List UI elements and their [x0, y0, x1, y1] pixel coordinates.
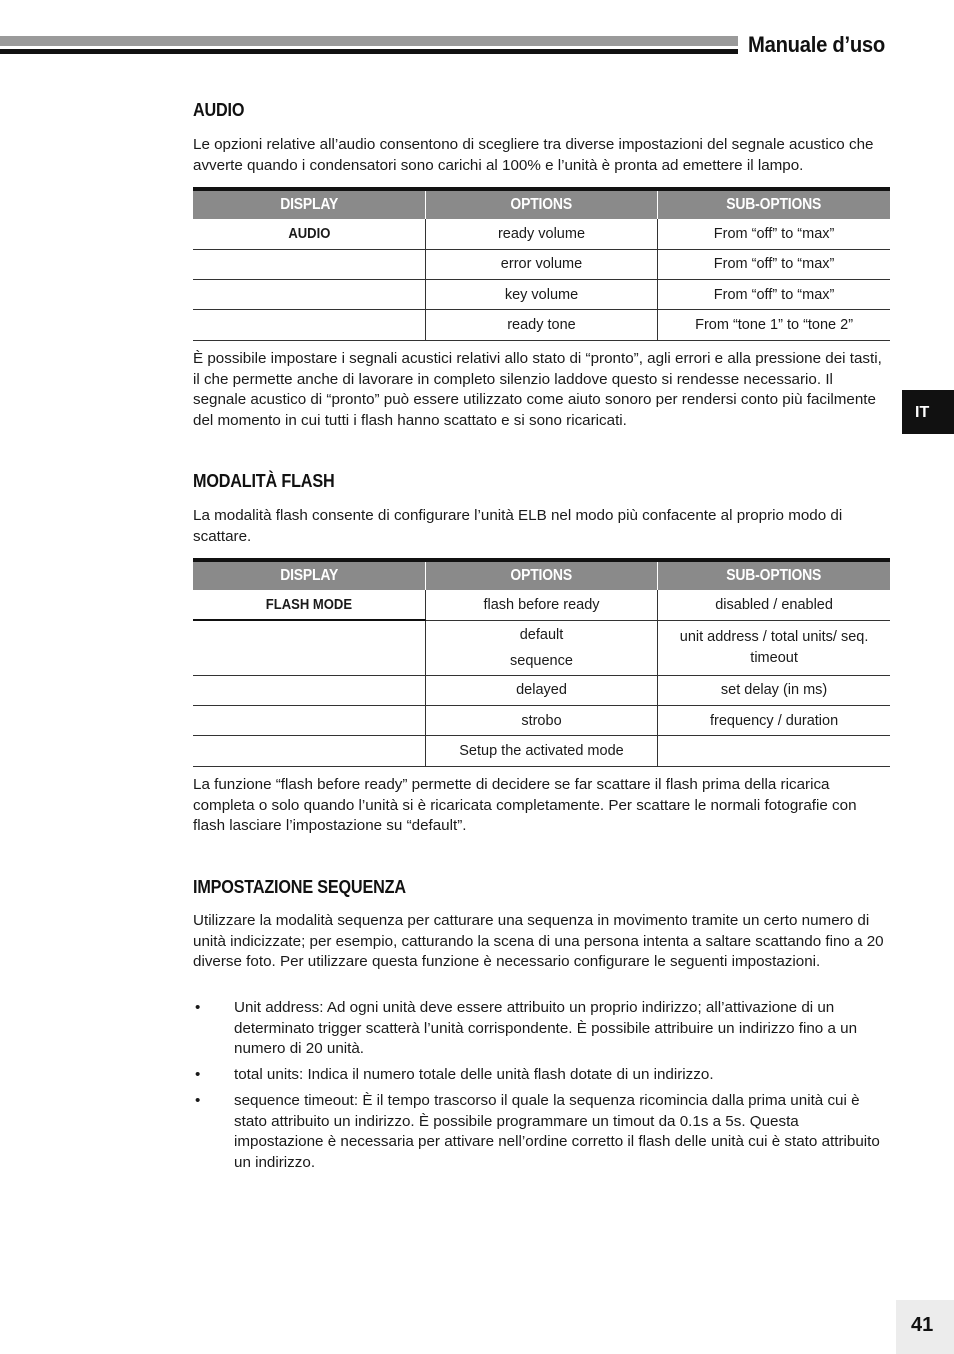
list-item: [193, 1065, 890, 1086]
table-cell-option: key volume: [425, 280, 657, 310]
flash-mode-table: [193, 558, 890, 767]
table-cell-sub-option: unit address / total units/ seq. timeout: [658, 620, 890, 675]
flash-mode-section-title: MODALITÀ FLASH: [193, 471, 335, 491]
table-cell-sub-option: frequency / duration: [658, 706, 890, 736]
table-cell-display: AUDIO: [193, 219, 425, 249]
flash-mode-intro: La modalità flash consente di configurare l’unità ELB nel modo più confacente al proprio modo di scattare.: [193, 507, 843, 545]
table-cell-display: [193, 310, 425, 340]
list-item: [193, 1091, 890, 1173]
table-row: [193, 249, 890, 279]
language-tab: IT: [902, 390, 954, 434]
audio-body: È possibile impostare i segnali acustici relativi allo stato di “pronto”, agli errori e alla pressione dei tasti, il che permette anche di lavorare in completo silenzio laddove questo si rendesse necessario. Il segnale acustico di “pronto” può essere utilizzato come aiuto sonoro per rendersi conto più facilmente del momento in cui tutti i flash hanno scattato e si sono ricaricati.: [193, 350, 882, 429]
table-cell-display: [193, 706, 425, 736]
table-row: [193, 590, 890, 620]
header-black-bar: [0, 49, 738, 54]
option-sequence: sequence: [510, 652, 573, 669]
header-title: Manuale d’uso: [748, 32, 885, 57]
table-cell-option: ready tone: [425, 310, 657, 340]
bullet-icon: •: [195, 999, 201, 1016]
table-cell-option: flash before ready: [425, 590, 657, 620]
table-header-row: [193, 560, 890, 590]
table-row: [193, 310, 890, 340]
table-cell-display: [193, 675, 425, 705]
table-header-display: DISPLAY: [193, 189, 425, 219]
table-cell-sub-option: [658, 736, 890, 766]
audio-intro: Le opzioni relative all’audio consentono di scegliere tra diverse impostazioni del segnale acustico che avverte quando i condensatori sono carichi al 100% e l’unità è pronta ad emettere il lampo.: [193, 136, 874, 174]
sequence-bullet-list: [193, 998, 890, 1179]
table-header-sub-options: SUB-OPTIONS: [658, 189, 890, 219]
table-cell-option: ready volume: [425, 219, 657, 249]
table-cell-option: [425, 620, 657, 675]
table-row: [193, 219, 890, 249]
table-row: [193, 280, 890, 310]
table-row: [193, 620, 890, 675]
table-cell-sub-option: disabled / enabled: [658, 590, 890, 620]
table-header-sub-options: SUB-OPTIONS: [658, 560, 890, 590]
table-row: [193, 675, 890, 705]
audio-table: [193, 187, 890, 341]
bullet-icon: •: [195, 1066, 201, 1083]
table-header-options: OPTIONS: [425, 189, 657, 219]
table-header-options: OPTIONS: [425, 560, 657, 590]
table-cell-sub-option: From “off” to “max”: [658, 280, 890, 310]
table-cell-sub-option: From “off” to “max”: [658, 249, 890, 279]
table-cell-option: strobo: [425, 706, 657, 736]
audio-section-title: AUDIO: [193, 100, 245, 120]
table-cell-sub-option: From “off” to “max”: [658, 219, 890, 249]
sequence-section-title: IMPOSTAZIONE SEQUENZA: [193, 877, 406, 897]
table-row: [193, 706, 890, 736]
table-cell-display: [193, 736, 425, 766]
header-grey-bar: [0, 36, 738, 46]
table-cell-option: error volume: [425, 249, 657, 279]
table-cell-display: [193, 249, 425, 279]
table-cell-display: FLASH MODE: [193, 590, 425, 620]
table-cell-display: [193, 620, 425, 675]
table-header-row: [193, 189, 890, 219]
table-header-display: DISPLAY: [193, 560, 425, 590]
table-row: [193, 736, 890, 766]
list-item-text: Unit address: Ad ogni unità deve essere attribuito un proprio indirizzo; all’attivazione di un determinato trigger scatterà l’unità corrispondente. È possibile attribuire un indirizzo fino a un numero di 20 unità.: [234, 999, 858, 1057]
table-cell-display: [193, 280, 425, 310]
page-number: 41: [896, 1300, 954, 1354]
table-cell-sub-option: set delay (in ms): [658, 675, 890, 705]
header-rule: [0, 36, 738, 56]
table-cell-option: Setup the activated mode: [425, 736, 657, 766]
table-cell-sub-option: From “tone 1” to “tone 2”: [658, 310, 890, 340]
flash-mode-body: La funzione “flash before ready” permette di decidere se far scattare il flash prima della ricarica completa o solo quando l’unità si è ricaricata completamente. Per scattare le normali fotografie con flash lasciare l’impostazione su “default”.: [193, 776, 857, 834]
bullet-icon: •: [195, 1092, 201, 1109]
list-item: [193, 998, 890, 1060]
table-cell-option: delayed: [425, 675, 657, 705]
list-item-text: total units: Indica il numero totale delle unità flash dotate di un indirizzo.: [234, 1066, 714, 1083]
sequence-intro: Utilizzare la modalità sequenza per catturare una sequenza in movimento tramite un certo numero di unità indicizzate; per esempio, catturando la scena di una persona intenta a saltare scattando fino a 20 diverse foto. Per utilizzare questa funzione è necessario configurare le seguenti impostazioni.: [193, 912, 884, 970]
list-item-text: sequence timeout: È il tempo trascorso il quale la sequenza ricomincia dalla prima unità cui è stato attribuito un indirizzo. È possibile programmare un timout da 0.1s a 5s. Questa impostazione è necessaria per attivare nell’ordine corretto il flash delle unità cui è stato attribuito un indirizzo.: [234, 1092, 880, 1171]
option-default: default: [519, 626, 564, 643]
